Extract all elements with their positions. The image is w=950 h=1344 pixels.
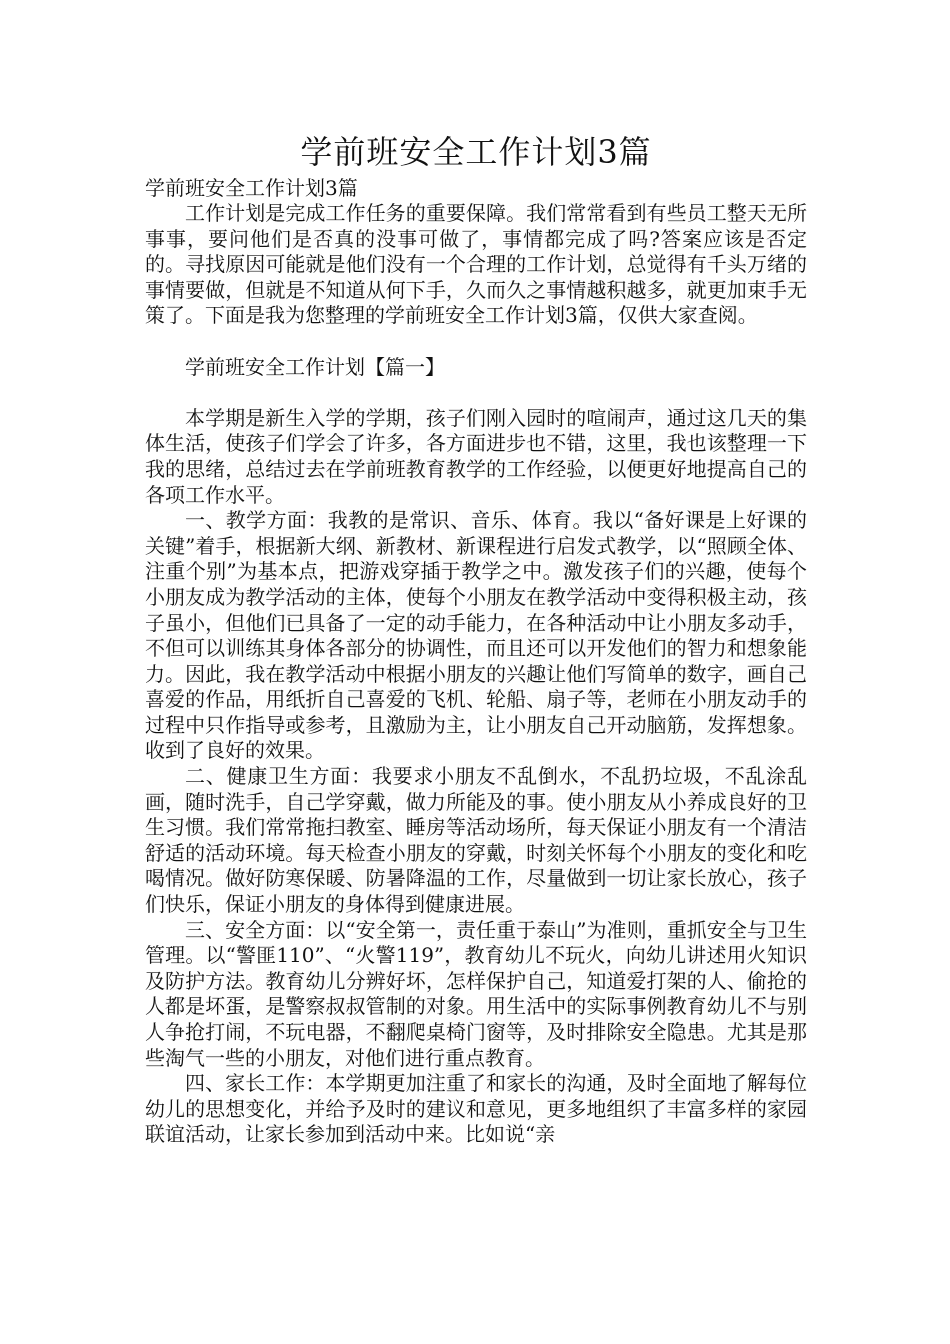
body-paragraph: 二、健康卫生方面：我要求小朋友不乱倒水，不乱扔垃圾，不乱涂乱画，随时洗手，自己学穿戴，做力所能及的事。使小朋友从小养成良好的卫生习惯。我们常常拖扫教室、睡房等活动场所，每天保证小朋友有一个清洁舒适的活动环境。每天检查小朋友的穿戴，时刻关怀每个小朋友的变化和吃喝情况。做好防寒保暖、防暑降温的工作，尽量做到一切让家长放心，孩子们快乐，保证小朋友的身体得到健康进展。 [145, 764, 807, 917]
body-paragraph: 一、教学方面：我教的是常识、音乐、体育。我以“备好课是上好课的关键”着手，根据新大纲、新教材、新课程进行启发式教学，以“照顾全体、注重个别”为基本点，把游戏穿插于教学之中。激发孩子们的兴趣，使每个小朋友成为教学活动的主体，使每个小朋友在教学活动中变得积极主动，孩子虽小，但他们已具备了一定的动手能力，在各种活动中让小朋友多动手，不但可以训练其身体各部分的协调性，而且还可以开发他们的智力和想象能力。因此，我在教学活动中根据小朋友的兴趣让他们写简单的数字，画自己喜爱的作品，用纸折自己喜爱的飞机、轮船、扇子等，老师在小朋友动手的过程中只作指导或参考，且激励为主，让小朋友自己开动脑筋，发挥想象。收到了良好的效果。 [145, 508, 807, 763]
section-heading: 学前班安全工作计划【篇一】 [185, 354, 445, 379]
body-paragraph: 本学期是新生入学的学期，孩子们刚入园时的喧闹声，通过这几天的集体生活，使孩子们学会了许多，各方面进步也不错，这里，我也该整理一下我的思绪，总结过去在学前班教育教学的工作经验，以便更好地提高自己的各项工作水平。 [145, 405, 807, 507]
body-paragraph: 三、安全方面：以“安全第一，责任重于泰山”为准则，重抓安全与卫生管理。以“警匪110”、“火警119”，教育幼儿不玩火，向幼儿讲述用火知识及防护方法。教育幼儿分辨好坏，怎样保护自己，知道爱打架的人、偷抢的人都是坏蛋，是警察叔叔管制的对象。用生活中的实际事例教育幼儿不与别人争抢打闹，不玩电器，不翻爬桌椅门窗等，及时排除安全隐患。尤其是那些淘气一些的小朋友，对他们进行重点教育。 [145, 917, 807, 1070]
intro-paragraph: 工作计划是完成工作任务的重要保障。我们常常看到有些员工整天无所事事，要问他们是否真的没事可做了，事情都完成了吗?答案应该是否定的。寻找原因可能就是他们没有一个合理的工作计划，总觉得有千头万绪的事情要做，但就是不知道从何下手，久而久之事情越积越多，就更加束手无策了。下面是我为您整理的学前班安全工作计划3篇，仅供大家查阅。 [145, 201, 807, 328]
spacer [145, 329, 807, 355]
document-page [145, 132, 807, 1148]
document-title: 学前班安全工作计划3篇 [300, 133, 652, 171]
spacer [145, 380, 807, 406]
body-paragraph: 四、家长工作：本学期更加注重了和家长的沟通，及时全面地了解每位幼儿的思想变化，并给予及时的建议和意见，更多地组织了丰富多样的家园联谊活动，让家长参加到活动中来。比如说“亲 [145, 1071, 807, 1147]
document-subtitle: 学前班安全工作计划3篇 [145, 176, 358, 200]
